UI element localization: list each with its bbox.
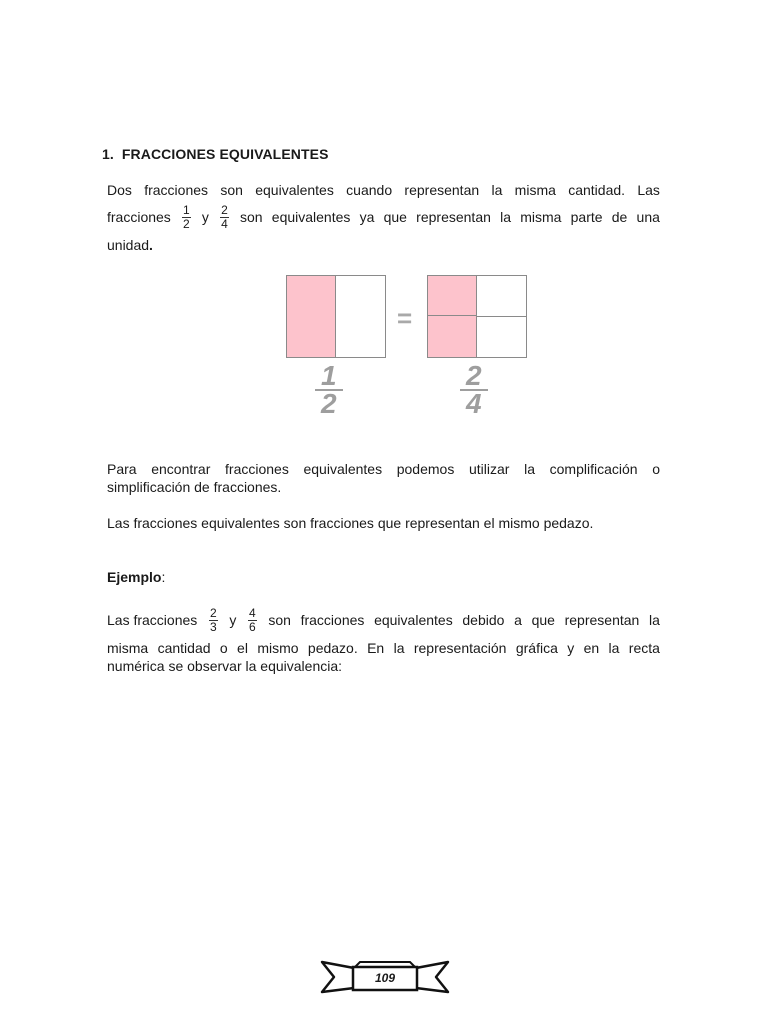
word: Para [107, 461, 137, 477]
word: y [567, 640, 575, 656]
word: una [636, 209, 660, 225]
word: misma [520, 209, 562, 225]
numerator: 1 [315, 363, 343, 391]
word: el [237, 640, 248, 656]
numerator: 2 [209, 605, 217, 620]
word: parte [570, 209, 603, 225]
word: que [531, 612, 555, 628]
example-line-1 [107, 603, 660, 637]
word: o [652, 461, 660, 477]
example-paragraph [107, 603, 660, 675]
word: utilizar [468, 461, 510, 477]
word: la [491, 182, 503, 198]
word: la [500, 209, 511, 225]
word: cuando [346, 182, 393, 198]
word: son [240, 209, 263, 225]
word: son [220, 182, 243, 198]
word: recta [628, 640, 660, 656]
word: equivalentes [374, 612, 453, 628]
shaded-half [287, 276, 336, 357]
word: misma [514, 182, 556, 198]
section-number: 1. [102, 146, 114, 162]
denominator: 2 [321, 388, 337, 419]
quarters-rectangle [427, 275, 527, 358]
denominator: 4 [221, 216, 228, 231]
paragraph-complification [107, 460, 660, 496]
numerator: 2 [460, 363, 488, 391]
word: representan [564, 612, 640, 628]
word: representan [404, 182, 480, 198]
word: cantidad. [568, 182, 626, 198]
word: fracciones [144, 182, 209, 198]
fraction-two-thirds [209, 607, 218, 634]
word: y [201, 209, 209, 225]
word: la [648, 612, 660, 628]
word: podemos [396, 461, 455, 477]
word: cantidad [157, 640, 211, 656]
word: equivalentes [303, 461, 383, 477]
period: . [149, 237, 153, 253]
denominator: 6 [248, 619, 256, 634]
para2-line-1 [107, 460, 660, 478]
word: fracciones [225, 461, 289, 477]
word: mismo [257, 640, 299, 656]
word: de [611, 209, 628, 225]
word: fracciones [300, 612, 365, 628]
fraction-figure [286, 275, 528, 420]
word: fracciones [107, 209, 171, 225]
page-number: 109 [374, 971, 396, 985]
word: Las [637, 182, 660, 198]
divider-line [477, 316, 526, 317]
example-line-3: numérica se observar la equivalencia: [107, 658, 343, 674]
page-number-ribbon [320, 958, 450, 996]
label-one-half [315, 360, 343, 419]
equals-sign: = [397, 303, 413, 333]
fraction-four-sixths [248, 607, 257, 634]
word: Dos [107, 182, 132, 198]
fraction-one-half [182, 204, 191, 231]
word: la [524, 461, 535, 477]
word: que [383, 209, 407, 225]
section-heading [102, 146, 329, 162]
example-label: Ejemplo [107, 569, 162, 585]
example-heading [107, 568, 660, 586]
numerator: 1 [183, 202, 190, 217]
denominator: 2 [183, 216, 190, 231]
intro-line-2 [107, 200, 660, 234]
word: la [608, 640, 620, 656]
shaded-quarter-top [428, 276, 477, 316]
fraction-two-fourths [220, 204, 229, 231]
word: en [583, 640, 600, 656]
word: la [393, 640, 405, 656]
word: En [367, 640, 385, 656]
numerator: 4 [248, 605, 256, 620]
word: unidad [107, 237, 150, 253]
word: ya [359, 209, 375, 225]
word: a [514, 612, 522, 628]
word: o [219, 640, 228, 656]
word: Las fracciones [107, 612, 198, 628]
word: equivalentes [271, 209, 351, 225]
intro-line-1 [107, 181, 660, 199]
denominator: 3 [209, 619, 217, 634]
word: son [268, 612, 291, 628]
example-line-2 [107, 639, 660, 657]
word: equivalentes [255, 182, 334, 198]
word: misma [107, 640, 149, 656]
intro-line-3 [107, 236, 660, 254]
word: debido [462, 612, 505, 628]
intro-paragraph [107, 181, 660, 254]
word: representan [416, 209, 491, 225]
example-colon: : [161, 569, 166, 585]
word: representación [413, 640, 507, 656]
section-title: FRACCIONES EQUIVALENTES [121, 146, 329, 162]
word: complificación [549, 461, 638, 477]
word: pedazo. [307, 640, 358, 656]
numerator: 2 [221, 202, 228, 217]
halves-rectangle [286, 275, 386, 358]
denominator: 4 [466, 388, 482, 419]
paragraph-definition: Las fracciones equivalentes son fracciones que representan el mismo pedazo. [107, 515, 594, 531]
shaded-quarter-bottom [428, 316, 477, 357]
label-two-fourths [460, 360, 488, 419]
word: encontrar [151, 461, 211, 477]
para2-line-2: simplificación de fracciones. [107, 479, 282, 495]
word: y [229, 612, 237, 628]
word: gráfica [515, 640, 558, 656]
